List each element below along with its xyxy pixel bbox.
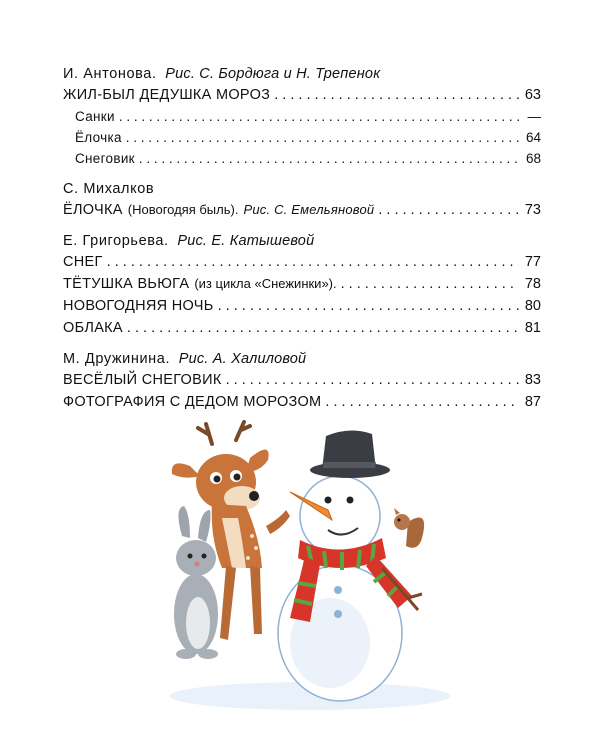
entry-title: Ёлочка xyxy=(75,130,122,145)
toc-entry[interactable] xyxy=(63,273,541,295)
entry-title: Санки xyxy=(75,109,115,124)
toc-subentry[interactable] xyxy=(63,127,541,148)
entry-title: ТЁТУШКА ВЬЮГА xyxy=(63,276,190,292)
dot-leader xyxy=(341,273,519,295)
toc-section-antonova xyxy=(63,64,541,169)
entry-title: ФОТОГРАФИЯ С ДЕДОМ МОРОЗОМ xyxy=(63,394,322,410)
page-number: 78 xyxy=(524,276,541,292)
author-name: С. Михалков xyxy=(63,181,155,197)
toc-entry[interactable] xyxy=(63,317,541,339)
toc-subentry[interactable] xyxy=(63,148,541,169)
dot-leader xyxy=(107,251,519,273)
rabbit xyxy=(174,506,218,659)
entry-title: ЖИЛ-БЫЛ ДЕДУШКА МОРОЗ xyxy=(63,87,271,103)
winter-illustration xyxy=(150,418,450,718)
author-line xyxy=(63,231,541,251)
toc-subentry[interactable] xyxy=(63,106,541,127)
illustrator-credit: Рис. Е. Катышевой xyxy=(177,233,315,249)
toc-entry[interactable] xyxy=(63,369,541,391)
author-line xyxy=(63,64,541,84)
dot-leader xyxy=(325,391,519,413)
toc-section-mikhalkov xyxy=(63,179,541,221)
snowman xyxy=(278,430,422,701)
entry-title: СНЕГ xyxy=(63,254,103,270)
entry-note: (из цикла «Снежинки»). xyxy=(194,276,337,291)
entry-title: НОВОГОДНЯЯ НОЧЬ xyxy=(63,298,214,314)
illustrator-credit: Рис. С. Емельяновой xyxy=(243,202,375,217)
author-name: И. Антонова. xyxy=(63,66,157,82)
entry-title: ВЕСЁЛЫЙ СНЕГОВИК xyxy=(63,372,222,388)
author-name: Е. Григорьева. xyxy=(63,233,169,249)
page-number: 63 xyxy=(524,87,541,103)
page-number: 87 xyxy=(524,394,541,410)
page-number: 73 xyxy=(524,202,541,218)
entry-title: ОБЛАКА xyxy=(63,320,123,336)
page-number: 81 xyxy=(524,320,541,336)
toc-entry[interactable] xyxy=(63,199,541,221)
page-number: 68 xyxy=(525,151,541,166)
entry-title: ЁЛОЧКА xyxy=(63,202,123,218)
toc-entry[interactable] xyxy=(63,251,541,273)
page-number: 64 xyxy=(525,130,541,145)
entry-note: (Новогодяя быль). xyxy=(127,202,239,217)
page-number: 77 xyxy=(524,254,541,270)
dot-leader xyxy=(126,127,519,148)
dot-leader xyxy=(274,84,519,106)
page-number: — xyxy=(527,109,541,124)
toc-section-grigorieva xyxy=(63,231,541,339)
table-of-contents xyxy=(63,64,541,423)
entry-title: Снеговик xyxy=(75,151,135,166)
toc-entry[interactable] xyxy=(63,84,541,106)
author-line xyxy=(63,179,541,199)
toc-entry[interactable] xyxy=(63,295,541,317)
page-number: 83 xyxy=(524,372,541,388)
dot-leader xyxy=(226,369,519,391)
dot-leader xyxy=(378,199,519,221)
toc-section-druzhinina xyxy=(63,349,541,413)
squirrel xyxy=(394,508,424,548)
dot-leader xyxy=(119,106,519,127)
dot-leader xyxy=(127,317,519,339)
dot-leader xyxy=(139,148,519,169)
illustrator-credit: Рис. С. Бордюга и Н. Трепенок xyxy=(165,66,381,82)
author-name: М. Дружинина. xyxy=(63,351,171,367)
illustrator-credit: Рис. А. Халиловой xyxy=(178,351,307,367)
author-line xyxy=(63,349,541,369)
page-number: 80 xyxy=(524,298,541,314)
dot-leader xyxy=(218,295,519,317)
toc-entry[interactable] xyxy=(63,391,541,413)
